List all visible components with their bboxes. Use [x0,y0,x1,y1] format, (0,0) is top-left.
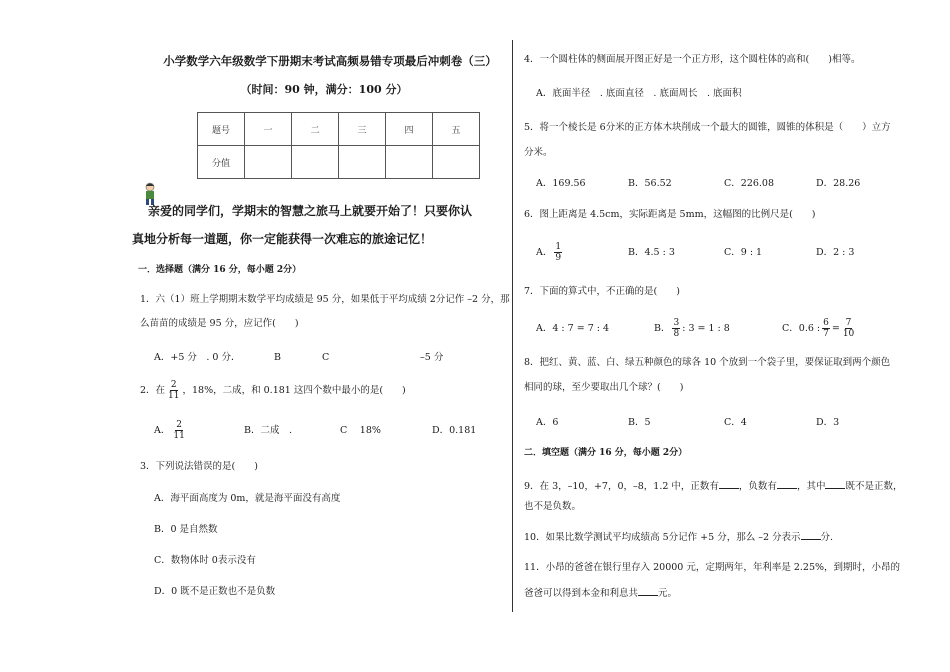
q4-options: A．底面半径 . 底面直径 . 底面周长 . 底面积 [536,88,742,99]
q2-option-a-fraction [172,420,185,441]
score-table-row [198,113,480,146]
q11-line-1: 11．小昂的爸爸在银行里存入 20000 元，定期两年，年利率是 2.25%，到期时，小昂的 [524,562,901,573]
q5-option-d: D．28.26 [816,178,861,189]
score-cell [292,146,339,179]
fraction-numerator: 1 [555,242,562,252]
score-table-row [198,146,480,179]
q8-line-2: 相同的球，至少要取出几个球？( ) [524,382,684,393]
q10-text-prefix: 10．如果比数学测试平均成绩高 5分记作 +5 分，那么 –2 分表示 [524,532,801,543]
q5-option-b: B．56.52 [628,178,672,189]
q10-stem [524,530,833,544]
score-cell: 一 [245,113,292,146]
q2-option-d: D．0.181 [432,425,477,436]
score-cell [245,146,292,179]
q3-option-d: D．0 既不是正数也不是负数 [154,586,276,597]
fraction-numerator: 2 [170,380,177,390]
q9-text-b: ，负数有 [738,481,777,492]
answer-blank[interactable] [801,530,821,540]
q1-option-a: A．+5 分 . 0 分． [154,352,241,363]
q3-option-b: B．0 是自然数 [154,524,218,535]
score-cell [433,146,480,179]
q7-option-c-label: C．0.6 : [782,323,821,334]
fraction-denominator: 11 [168,391,180,401]
answer-blank[interactable] [825,479,845,489]
q11-text-suffix: 元。 [658,588,678,599]
q7-option-c-equals: = [831,323,840,334]
q2-option-a-label: A． [154,425,171,436]
q7-option-b-fraction [672,318,680,339]
q6-stem: 6．图上距离是 4.5cm，实际距离是 5mm，这幅图的比例尺是( ) [524,209,816,220]
q4-stem: 4．一个圆柱体的侧面展开图正好是一个正方形，这个圆柱体的高和( )相等。 [524,54,861,65]
score-cell: 四 [386,113,433,146]
q6-option-d: D．2 : 3 [816,247,855,258]
score-cell: 五 [433,113,480,146]
q9-line-2: 也不是负数。 [524,501,582,512]
q6-option-a-label: A． [536,247,553,258]
q1-option-d: –5 分 [420,352,444,363]
fraction-denominator: 8 [673,329,680,339]
fraction-denominator: 9 [555,253,562,263]
q5-line-2: 分米。 [524,147,553,158]
answer-blank[interactable] [719,479,739,489]
q9-text-a: 9．在 3，–10，+7，0，–8，1.2 中，正数有 [524,481,719,492]
q5-option-c: C．226.08 [724,178,775,189]
q2-suffix: ，18%，二成，和 0.181 这四个数中最小的是( ) [182,385,406,396]
score-cell [386,146,433,179]
greeting-line-1: 亲爱的同学们，学期末的智慧之旅马上就要开始了！只要你认 [148,204,473,218]
q8-option-a: A．6 [536,417,559,428]
score-cell: 三 [339,113,386,146]
q8-line-1: 8．把红、黄、蓝、白、绿五种颜色的球各 10 个放到一个袋子里，要保证取到两个颜色 [524,357,891,368]
q5-line-1: 5．将一个棱长是 6分米的正方体木块削成一个最大的圆锥，圆锥的体积是（ ）立方 [524,122,891,133]
q11-line-2 [524,586,677,600]
score-cell: 分值 [198,146,245,179]
q7-option-c [782,318,857,339]
q1-line-2: 么苗苗的成绩是 95 分，应记作( ) [140,318,299,329]
fraction-denominator: 7 [823,329,829,339]
q7-option-a: A．4 : 7 = 7 : 4 [536,323,610,334]
q8-option-b: B．5 [628,417,651,428]
q6-option-b: B．4.5 : 3 [628,247,675,258]
q3-option-c: C．数物体时 0表示没有 [154,555,256,566]
greeting-line-2: 真地分析每一道题，你一定能获得一次难忘的旅途记忆！ [132,232,433,246]
q1-line-1: 1．六（1）班上学期期末数学平均成绩是 95 分，如果低于平均成绩 2分记作 –2 分，那 [140,294,510,305]
q1-option-c: C [322,352,330,363]
fraction-numerator: 3 [673,318,680,328]
q9-text-d: 既不是正数， [845,481,903,492]
q9-text-c: ，其中 [796,481,826,492]
q7-option-b-label: B． [654,323,671,334]
q6-option-c: C．9 : 1 [724,247,763,258]
q2-fraction [167,380,180,401]
q6-option-a [536,242,564,263]
page-title: 小学数学六年级数学下册期末考试高频易错专项最后冲刺卷（三） [163,54,497,68]
q2-stem [140,380,406,401]
fraction-denominator: 11 [173,431,185,441]
q7-stem: 7．下面的算式中，不正确的是( ) [524,286,680,297]
q7-option-b [654,318,730,339]
q9-line-1 [524,479,902,493]
q11-text-prefix: 爸爸可以得到本金和利息共 [524,588,639,599]
q3-stem: 3．下列说法错误的是( ) [140,461,258,472]
answer-blank[interactable] [638,586,658,596]
q7-option-b-suffix: : 3 = 1 : 8 [682,323,730,334]
page-subtitle: （时间：90 钟，满分：100 分） [240,83,408,96]
q5-option-a: A．169.56 [536,178,586,189]
score-cell: 题号 [198,113,245,146]
q1-option-b: B [274,352,281,363]
section-2-heading: 二．填空题（满分 16 分，每小题 2分） [524,448,688,458]
score-cell: 二 [292,113,339,146]
fraction-numerator: 7 [845,318,852,328]
q2-option-a [154,420,188,441]
q6-option-a-fraction [554,242,562,263]
fraction-numerator: 2 [176,420,182,430]
q2-prefix: 2．在 [140,385,166,396]
q3-option-a: A．海平面高度为 0m，就是海平面没有高度 [154,493,341,504]
score-cell [339,146,386,179]
q7-option-c-fraction-1 [822,318,830,339]
column-divider [512,40,513,612]
q2-option-b: B．二成 . [244,425,293,436]
q2-option-c: C 18% [340,425,381,436]
q10-text-suffix: 分. [820,532,834,543]
fraction-denominator: 10 [842,329,855,339]
answer-blank[interactable] [777,479,797,489]
q7-option-c-fraction-2 [842,318,855,339]
fraction-numerator: 6 [823,318,829,328]
section-1-heading: 一．选择题（满分 16 分，每小题 2分） [138,265,302,275]
q8-option-d: D．3 [816,417,840,428]
score-table [197,112,480,179]
q8-option-c: C．4 [724,417,747,428]
